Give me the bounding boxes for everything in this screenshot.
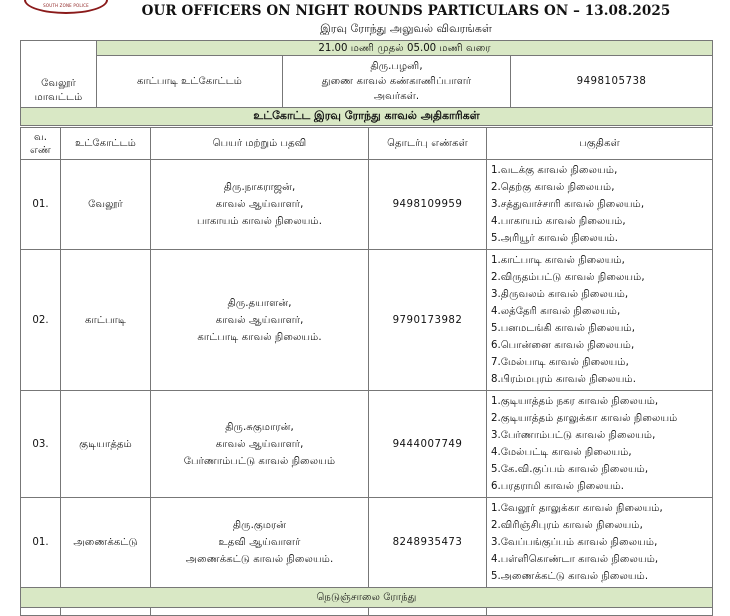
col-contact-header: தொடர்பு எண்கள் xyxy=(369,128,487,160)
night-rounds-table xyxy=(20,127,713,616)
station-item: 6.பரதராமி காவல் நிலையம். xyxy=(491,481,625,492)
station-item: 1.காட்பாடி காவல் நிலையம், xyxy=(491,255,625,266)
col-areas-header: பகுதிகள் xyxy=(487,128,713,160)
station-item: 4.லத்தேரி காவல் நிலையம், xyxy=(491,306,621,317)
row-stations xyxy=(487,391,713,498)
station-item: 2.விருதம்பட்டு காவல் நிலையம், xyxy=(491,272,645,283)
station-item: 5.அணைக்கட்டு காவல் நிலையம். xyxy=(491,571,649,582)
row-subdivision: வேலூர் xyxy=(61,160,151,250)
row-officer-station: பாகாயம் காவல் நிலையம். xyxy=(197,216,322,227)
row-stations xyxy=(487,498,713,588)
col-subdivision-header: உட்கோட்டம் xyxy=(61,128,151,160)
row-officer-rank: காவல் ஆய்வாளர், xyxy=(215,199,304,210)
logo-text: SOUTH ZONE POLICE xyxy=(43,3,89,8)
table-row xyxy=(21,250,713,391)
partial-cell xyxy=(369,608,487,616)
row-officer-station: பேர்ணாம்பட்டு காவல் நிலையம் xyxy=(183,455,336,467)
row-subdivision: குடியாத்தம் xyxy=(61,391,151,498)
row-sno: 01. xyxy=(21,498,61,588)
station-item: 4.பள்ளிகொண்டா காவல் நிலையம், xyxy=(491,554,659,565)
row-officer-cell xyxy=(151,250,369,391)
partial-cell xyxy=(151,608,369,616)
district-label-line2: மாவட்டம் xyxy=(34,92,83,103)
row-phone: 8248935473 xyxy=(369,498,487,588)
row-officer-name: திரு.நாகராஜன், xyxy=(223,182,296,193)
row-subdivision: அணைக்கட்டு xyxy=(61,498,151,588)
partial-cell xyxy=(487,608,713,616)
row-officer-cell xyxy=(151,391,369,498)
district-phone: 9498105738 xyxy=(511,56,713,108)
row-officer-rank: உதவி ஆய்வாளர் xyxy=(218,537,301,548)
row-officer-cell xyxy=(151,160,369,250)
table-row xyxy=(21,391,713,498)
row-phone: 9444007749 xyxy=(369,391,487,498)
station-item: 1.வடக்கு காவல் நிலையம், xyxy=(491,165,618,176)
partial-cell xyxy=(61,608,151,616)
col-sno-header xyxy=(21,128,61,160)
highway-patrol-title: நெடுஞ்சாலை ரோந்து xyxy=(21,588,713,608)
district-officer-line3: அவர்கள். xyxy=(373,91,420,102)
row-stations xyxy=(487,250,713,391)
table-header-row xyxy=(21,128,713,160)
col-name-header: பெயர் மற்றும் பதவி xyxy=(151,128,369,160)
col-sno-line2: எண் xyxy=(30,144,51,156)
district-info-table xyxy=(20,40,713,126)
station-item: 7.மேல்பாடி காவல் நிலையம், xyxy=(491,357,629,368)
station-item: 3.பேர்ணாம்பட்டு காவல் நிலையம், xyxy=(491,430,656,441)
station-item: 8.பிரம்மபுரம் காவல் நிலையம். xyxy=(491,374,636,385)
table-row xyxy=(21,498,713,588)
row-phone: 9790173982 xyxy=(369,250,487,391)
row-officer-name: திரு.குமரன் xyxy=(232,520,287,531)
table-row xyxy=(21,160,713,250)
district-label-line1: வேலூர் xyxy=(41,78,76,89)
row-officer-station: அணைக்கட்டு காவல் நிலையம். xyxy=(185,554,334,565)
station-item: 4.பாகாயம் காவல் நிலையம், xyxy=(491,216,626,227)
row-subdivision: காட்பாடி xyxy=(61,250,151,391)
district-officer-cell xyxy=(283,56,511,108)
row-sno: 03. xyxy=(21,391,61,498)
section-title: உட்கோட்ட இரவு ரோந்து காவல் அதிகாரிகள் xyxy=(21,108,713,126)
district-subdivision: காட்பாடி உட்கோட்டம் xyxy=(97,56,283,108)
station-item: 1.குடியாத்தம் நகர காவல் நிலையம், xyxy=(491,396,659,407)
row-officer-station: காட்பாடி காவல் நிலையம். xyxy=(197,331,322,343)
row-officer-rank: காவல் ஆய்வாளர், xyxy=(215,438,304,450)
time-range: 21.00 மணி முதல் 05.00 மணி வரை xyxy=(97,41,713,56)
station-item: 2.குடியாத்தம் தாலுக்கா காவல் நிலையம் xyxy=(491,413,678,424)
row-stations xyxy=(487,160,713,250)
row-officer-name: திரு.சுகுமாரன், xyxy=(225,421,294,433)
station-item: 3.வேப்பங்குப்பம் காவல் நிலையம், xyxy=(491,537,658,548)
station-item: 3.திருவலம் காவல் நிலையம், xyxy=(491,289,629,300)
station-item: 5.அரியூர் காவல் நிலையம். xyxy=(491,233,619,244)
station-item: 4.மேல்பட்டி காவல் நிலையம், xyxy=(491,447,632,458)
row-phone: 9498109959 xyxy=(369,160,487,250)
row-officer-cell xyxy=(151,498,369,588)
station-item: 1.வேலூர் தாலுக்கா காவல் நிலையம், xyxy=(491,503,663,514)
district-officer-line1: திரு.பழனி, xyxy=(370,61,423,72)
page-subtitle: இரவு ரோந்து அலுவல் விவரங்கள் xyxy=(320,22,492,35)
row-officer-name: திரு.தயாளன், xyxy=(227,297,292,309)
station-item: 5.கே.வி.குப்பம் காவல் நிலையம், xyxy=(491,464,649,475)
station-item: 6.பொன்னை காவல் நிலையம், xyxy=(491,340,635,351)
row-sno: 02. xyxy=(21,250,61,391)
station-item: 2.தெற்கு காவல் நிலையம், xyxy=(491,182,615,193)
partial-cell xyxy=(21,608,61,616)
district-officer-line2: துணை காவல் கண்காணிப்பாளர் xyxy=(321,76,472,87)
col-sno-line1: வ. xyxy=(34,131,47,143)
row-sno: 01. xyxy=(21,160,61,250)
table-row-partial xyxy=(21,608,713,616)
station-item: 3.சத்துவாச்சாரி காவல் நிலையம், xyxy=(491,199,645,210)
page-title: OUR OFFICERS ON NIGHT ROUNDS PARTICULARS ON – 13.08.2025 xyxy=(141,3,671,19)
district-label-cell xyxy=(21,41,97,108)
station-item: 5.பனமடங்கி காவல் நிலையம், xyxy=(491,323,635,334)
station-item: 2.விரிஞ்சிபுரம் காவல் நிலையம், xyxy=(491,520,643,531)
row-officer-rank: காவல் ஆய்வாளர், xyxy=(215,314,304,326)
